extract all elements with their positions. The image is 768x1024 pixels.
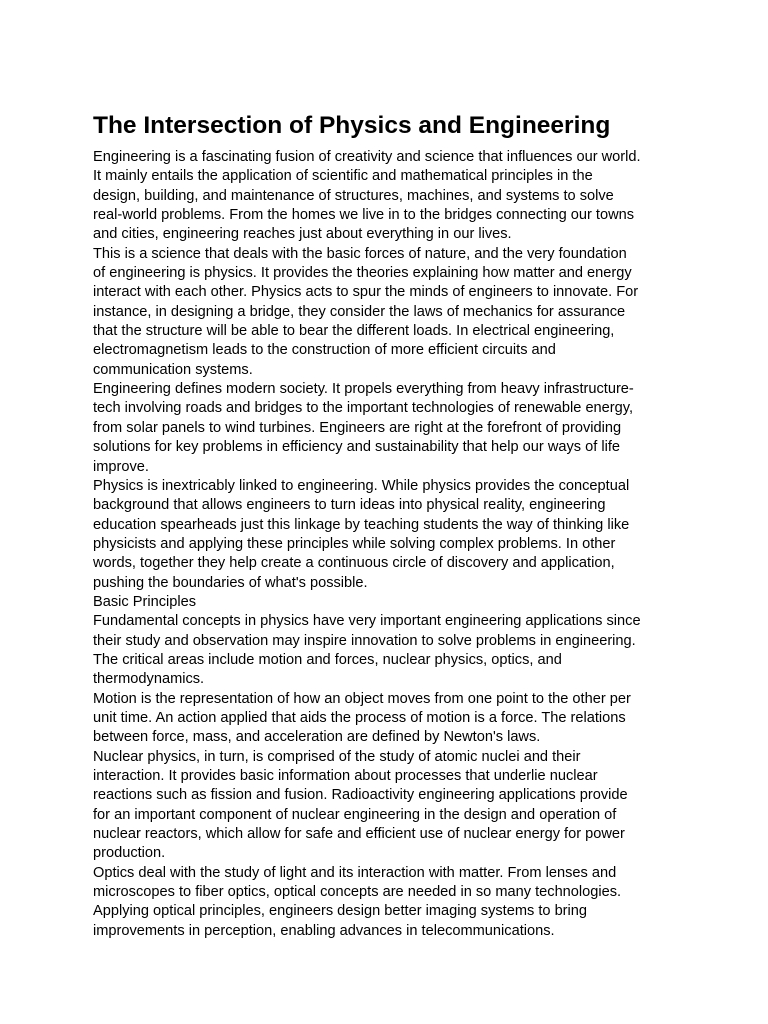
paragraph-optics: [93, 864, 683, 941]
text-line: The critical areas include motion and forces, nuclear physics, optics, and: [93, 651, 562, 668]
text-line: thermodynamics.: [93, 671, 205, 688]
text-line: design, building, and maintenance of structures, machines, and systems to solve: [93, 187, 614, 204]
text-line: Optics deal with the study of light and its interaction with matter. From lenses and: [93, 864, 617, 881]
text-line: unit time. An action applied that aids the process of motion is a force. The relations: [93, 709, 626, 726]
paragraph-modern-society: [93, 380, 683, 477]
text-line: Engineering is a fascinating fusion of creativity and science that influences our world.: [93, 149, 641, 165]
paragraph-engineering-intro: [93, 148, 683, 245]
text-line: microscopes to fiber optics, optical concepts are needed in so many technologies.: [93, 884, 622, 901]
text-line: Engineering defines modern society. It propels everything from heavy infrastructure-: [93, 381, 634, 398]
text-line: solutions for key problems in efficiency and sustainability that help our ways of life: [93, 439, 620, 456]
text-line: physicists and applying these principles while solving complex problems. In other: [93, 535, 616, 552]
text-line: interaction. It provides basic information about processes that underlie nuclear: [93, 768, 598, 784]
paragraph-motion: [93, 690, 683, 748]
text-line: Motion is the representation of how an object moves from one point to the other per: [93, 690, 631, 707]
section-heading-basic-principles: [93, 593, 683, 612]
paragraph-nuclear-physics: [93, 748, 683, 864]
paragraph-physics-link: [93, 477, 683, 593]
text-line: nuclear reactors, which allow for safe and efficient use of nuclear energy for power: [93, 826, 625, 843]
text-line: pushing the boundaries of what's possible.: [93, 574, 368, 591]
text-line: words, together they help create a continuous circle of discovery and application,: [93, 555, 615, 572]
text-line: tech involving roads and bridges to the important technologies of renewable energy,: [93, 400, 634, 417]
text-line: interact with each other. Physics acts to spur the minds of engineers to innovate. For: [93, 284, 639, 301]
text-line: It mainly entails the application of scientific and mathematical principles in the: [93, 168, 593, 185]
text-line: Applying optical principles, engineers design better imaging systems to bring: [93, 903, 588, 920]
text-line: communication systems.: [93, 361, 253, 378]
text-line: their study and observation may inspire innovation to solve problems in engineering.: [93, 632, 636, 649]
text-line: for an important component of nuclear engineering in the design and operation of: [93, 806, 617, 823]
document-title: The Intersection of Physics and Engineering: [93, 112, 611, 139]
text-line: real-world problems. From the homes we live in to the bridges connecting our towns: [93, 207, 635, 224]
text-line: that the structure will be able to bear the different loads. In electrical engineering,: [93, 323, 615, 340]
paragraph-physics-foundation: [93, 245, 683, 380]
text-line: instance, in designing a bridge, they consider the laws of mechanics for assurance: [93, 303, 626, 320]
text-line: This is a science that deals with the basic forces of nature, and the very foundation: [93, 245, 627, 262]
text-line: reactions such as fission and fusion. Radioactivity engineering applications provide: [93, 787, 628, 804]
text-line: and cities, engineering reaches just about everything in our lives.: [93, 226, 512, 243]
document-body: [93, 148, 683, 941]
text-line: of engineering is physics. It provides the theories explaining how matter and energy: [93, 265, 632, 282]
text-line: Nuclear physics, in turn, is comprised of the study of atomic nuclei and their: [93, 748, 581, 765]
text-line: Fundamental concepts in physics have very important engineering applications since: [93, 613, 641, 630]
text-line: Physics is inextricably linked to engineering. While physics provides the conceptual: [93, 477, 630, 494]
text-line: background that allows engineers to turn ideas into physical reality, engineering: [93, 497, 606, 514]
text-line: between force, mass, and acceleration are defined by Newton's laws.: [93, 729, 541, 746]
text-line: improve.: [93, 458, 149, 475]
text-line: improvements in perception, enabling advances in telecommunications.: [93, 922, 555, 939]
text-line: Basic Principles: [93, 593, 197, 610]
text-line: from solar panels to wind turbines. Engineers are right at the forefront of providing: [93, 419, 622, 436]
paragraph-fundamental-concepts: [93, 612, 683, 689]
text-line: electromagnetism leads to the construction of more efficient circuits and: [93, 342, 556, 359]
document-page: [93, 112, 683, 941]
text-line: education spearheads just this linkage by teaching students the way of thinking like: [93, 516, 630, 533]
text-line: production.: [93, 845, 166, 862]
